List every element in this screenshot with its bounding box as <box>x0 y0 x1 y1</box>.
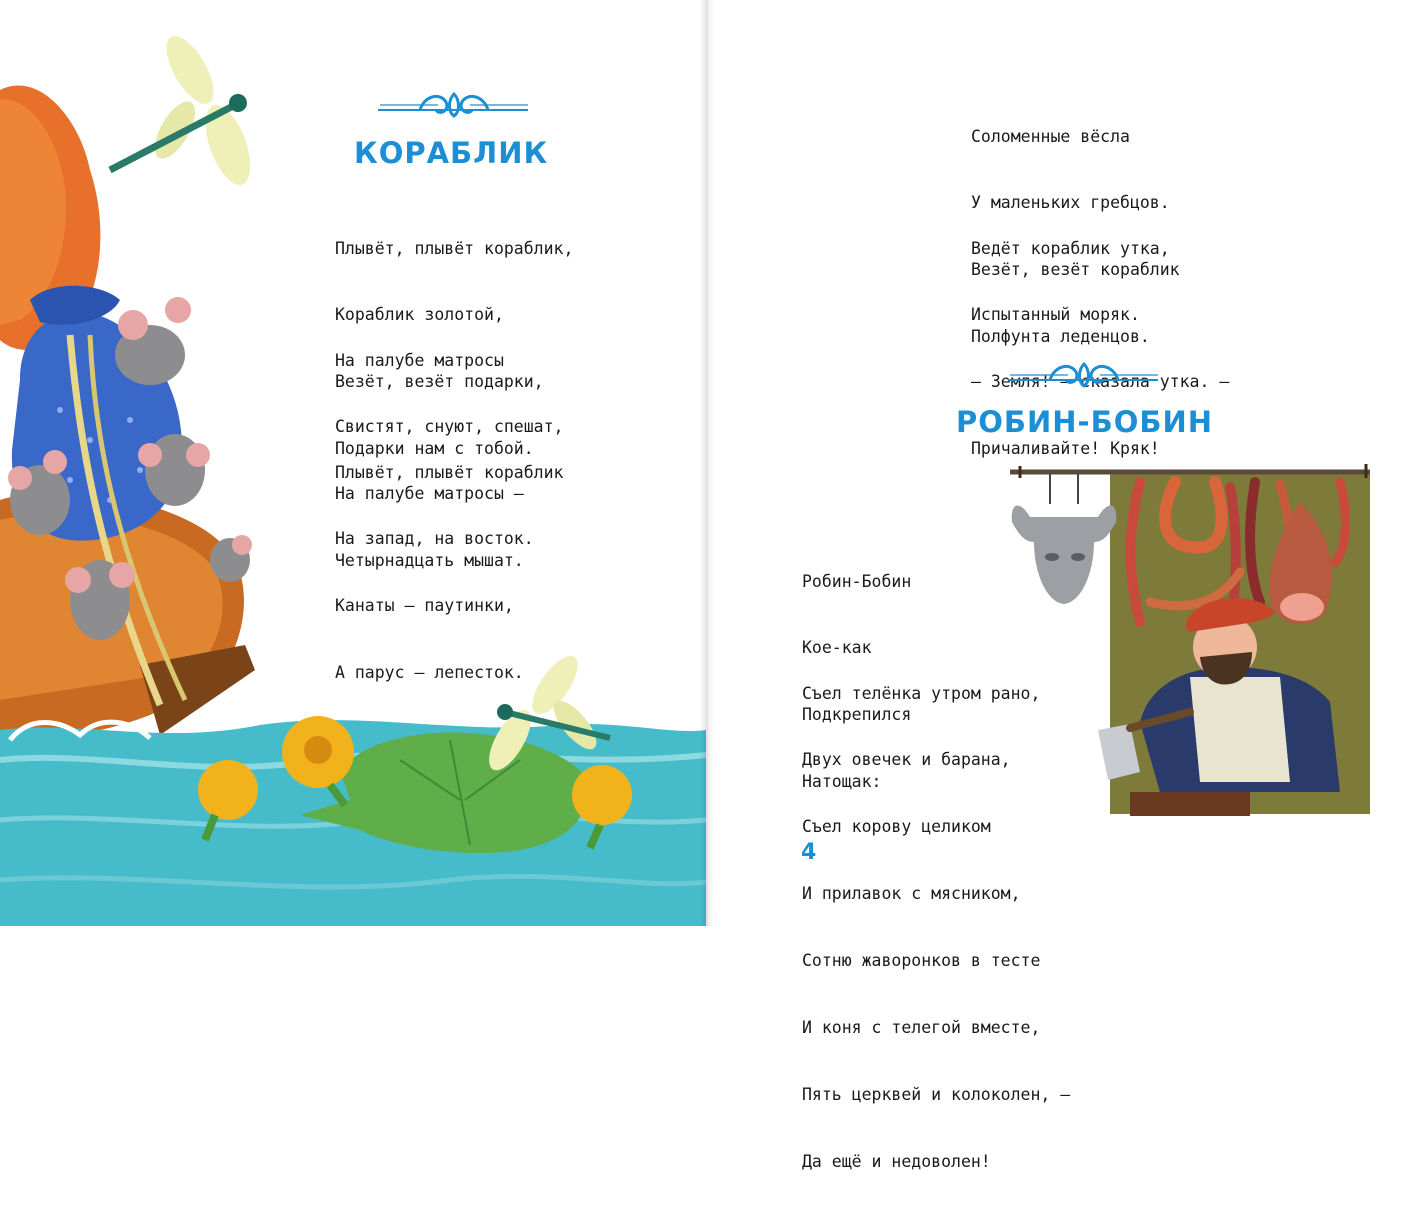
poem-line: Кое-как <box>802 638 872 658</box>
poem-line: Плывёт, плывёт кораблик <box>335 462 564 482</box>
poem-title-korablik: КОРАБЛИК <box>354 136 549 170</box>
stanza <box>802 638 1070 1218</box>
poem-line: Натощак: <box>802 772 882 792</box>
poem-line: Сотню жаворонков в тесте <box>802 951 1041 971</box>
right-page <box>706 0 1413 1171</box>
poem-line: И прилавок с мясником, <box>802 884 1021 904</box>
poem-line: Плывёт, плывёт кораблик, <box>335 238 574 258</box>
poem-line: Двух овечек и барана, <box>802 750 1011 770</box>
page-number: 4 <box>801 840 817 865</box>
poem-line: Подарки нам с тобой. <box>335 439 534 459</box>
poem-line: Пять церквей и колоколен, — <box>802 1084 1071 1104</box>
stanza <box>335 417 563 729</box>
poem-line: На палубе матросы <box>335 350 504 370</box>
stanza <box>971 193 1229 505</box>
poem-line: Да ещё и недоволен! <box>802 1151 991 1171</box>
poem-line: Свистят, снуют, спешат, <box>335 417 564 437</box>
poem-line: Полфунта леденцов. <box>971 327 1150 347</box>
poem-line: А парус — лепесток. <box>335 663 524 683</box>
poem-line: Съел корову целиком <box>802 817 991 837</box>
poem-line: И коня с телегой вместе, <box>802 1018 1041 1038</box>
poem-line: — Земля! — сказала утка. — <box>971 372 1230 392</box>
poem-line: Канаты — паутинки, <box>335 596 514 616</box>
title-ornament-icon <box>1008 358 1160 394</box>
poem-line: Соломенные вёсла <box>971 126 1130 146</box>
title-ornament-icon <box>378 88 530 124</box>
cow-sign-icon <box>1012 474 1117 604</box>
poem-line: Ведёт кораблик утка, <box>971 238 1170 258</box>
poem-line: Причаливайте! Кряк! <box>971 439 1160 459</box>
dragonfly-icon <box>110 29 259 191</box>
poem-line: Везёт, везёт подарки, <box>335 372 544 392</box>
poem-line: Робин-Бобин <box>802 571 912 591</box>
poem-line: Подкрепился <box>802 705 912 725</box>
poem-line: На запад, на восток. <box>335 529 534 549</box>
book-gutter <box>700 0 714 926</box>
poem-line: Испытанный моряк. <box>971 305 1140 325</box>
poem-line: Четырнадцать мышат. <box>335 551 524 571</box>
poem-title-robin-bobin: РОБИН-БОБИН <box>956 405 1213 439</box>
poem-line: Съел телёнка утром рано, <box>802 683 1041 703</box>
poem-line: Везёт, везёт кораблик <box>971 260 1180 280</box>
poem-line: У маленьких гребцов. <box>971 193 1170 213</box>
poem-line: На палубе матросы — <box>335 484 524 504</box>
poem-line: Кораблик золотой, <box>335 305 504 325</box>
left-page <box>0 0 706 926</box>
